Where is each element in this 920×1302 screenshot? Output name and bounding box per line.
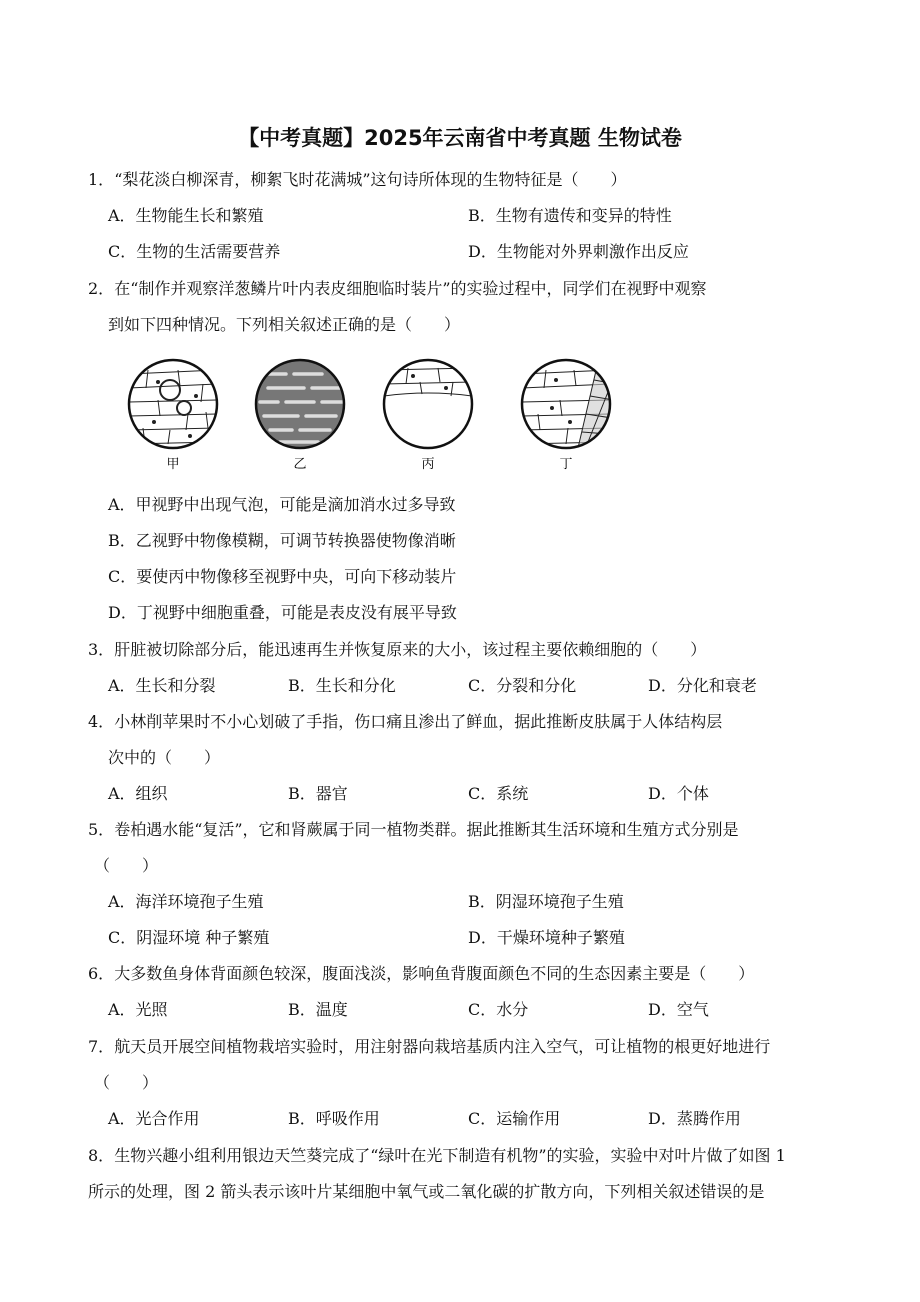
question-8	[88, 1146, 786, 1166]
option-b: B．阴湿环境孢子生殖	[468, 892, 624, 911]
option-d: D．个体	[648, 784, 709, 803]
question-text-continued: 次中的（ ）	[108, 748, 221, 767]
question-text: 小林削苹果时不小心划破了手指，伤口痛且渗出了鲜血，据此推断皮肤属于人体结构层	[114, 712, 723, 731]
question-text-continued: （ ）	[94, 856, 159, 875]
page-title: 【中考真题】2025年云南省中考真题 生物试卷	[238, 126, 682, 150]
view-ding	[522, 360, 618, 452]
question-5	[88, 820, 739, 840]
option-b: B．乙视野中物像模糊，可调节转换器使物像消晰	[108, 531, 456, 550]
option-c: C．阴湿环境 种子繁殖	[108, 928, 270, 947]
question-4	[88, 712, 722, 732]
question-6	[88, 964, 754, 984]
option-c: C．系统	[468, 784, 529, 803]
option-a: A．甲视野中出现气泡，可能是滴加消水过多导致	[108, 495, 456, 514]
option-c: C．水分	[468, 1000, 529, 1019]
option-a: A．海洋环境孢子生殖	[108, 892, 264, 911]
question-number: 3．	[88, 640, 115, 659]
option-b: B．生物有遗传和变异的特性	[468, 206, 672, 225]
question-text: 大多数鱼身体背面颜色较深，腹面浅淡，影响鱼背腹面颜色不同的生态因素主要是（ ）	[114, 964, 755, 983]
option-d: D．丁视野中细胞重叠，可能是表皮没有展平导致	[108, 603, 457, 622]
figure-label-yi: 乙	[293, 457, 307, 472]
option-a: A．生长和分裂	[108, 676, 216, 695]
figure-label-bing: 丙	[421, 457, 435, 472]
option-b: B．呼吸作用	[288, 1109, 380, 1128]
question-text-continued: （ ）	[94, 1073, 159, 1092]
option-d: D．空气	[648, 1000, 709, 1019]
question-number: 5．	[88, 820, 115, 839]
option-d: D．生物能对外界刺激作出反应	[468, 242, 689, 261]
question-number: 4．	[88, 712, 115, 731]
option-a: A．光合作用	[108, 1109, 200, 1128]
option-c: C．生物的生活需要营养	[108, 242, 281, 261]
option-a: A．光照	[108, 1000, 168, 1019]
question-number: 6．	[88, 964, 115, 983]
question-1	[88, 170, 627, 190]
question-3	[88, 640, 706, 660]
view-yi	[256, 360, 344, 448]
question-7	[88, 1037, 770, 1057]
option-c: C．运输作用	[468, 1109, 561, 1128]
option-d: D．分化和衰老	[648, 676, 757, 695]
question-text: “梨花淡白柳深青，柳絮飞时花满城”这句诗所体现的生物特征是（ ）	[114, 170, 627, 189]
question-text: 在“制作并观察洋葱鳞片叶内表皮细胞临时装片”的实验过程中，同学们在视野中观察	[114, 279, 707, 298]
question-text: 航天员开展空间植物栽培实验时，用注射器向栽培基质内注入空气，可让植物的根更好地进行	[114, 1037, 771, 1056]
question-text: 肝脏被切除部分后，能迅速再生并恢复原来的大小，该过程主要依赖细胞的（ ）	[114, 640, 707, 659]
option-a: A．生物能生长和繁殖	[108, 206, 264, 225]
microscope-views-figure	[108, 352, 628, 478]
option-c: C．要使丙中物像移至视野中央，可向下移动装片	[108, 567, 457, 586]
question-2	[88, 279, 707, 299]
question-number: 8．	[88, 1146, 115, 1165]
figure-label-ding: 丁	[559, 457, 573, 472]
option-b: B．器官	[288, 784, 348, 803]
option-c: C．分裂和分化	[468, 676, 577, 695]
question-text: 卷柏遇水能“复活”，它和肾蕨属于同一植物类群。据此推断其生活环境和生殖方式分别是	[114, 820, 739, 839]
question-number: 2．	[88, 279, 115, 298]
option-b: B．生长和分化	[288, 676, 396, 695]
view-jia	[128, 360, 218, 448]
question-number: 7．	[88, 1037, 115, 1056]
question-text-continued: 所示的处理，图 2 箭头表示该叶片某细胞中氧气或二氧化碳的扩散方向，下列相关叙述错误的是	[88, 1182, 765, 1201]
option-a: A．组织	[108, 784, 168, 803]
view-bing	[384, 360, 472, 448]
question-text-continued: 到如下四种情况。下列相关叙述正确的是（ ）	[108, 315, 461, 334]
option-d: D．干燥环境种子繁殖	[468, 928, 625, 947]
option-d: D．蒸腾作用	[648, 1109, 741, 1128]
option-b: B．温度	[288, 1000, 348, 1019]
question-number: 1．	[88, 170, 115, 189]
figure-label-jia: 甲	[166, 457, 180, 472]
question-text: 生物兴趣小组利用银边天竺葵完成了“绿叶在光下制造有机物”的实验，实验中对叶片做了如图 1	[114, 1146, 786, 1165]
